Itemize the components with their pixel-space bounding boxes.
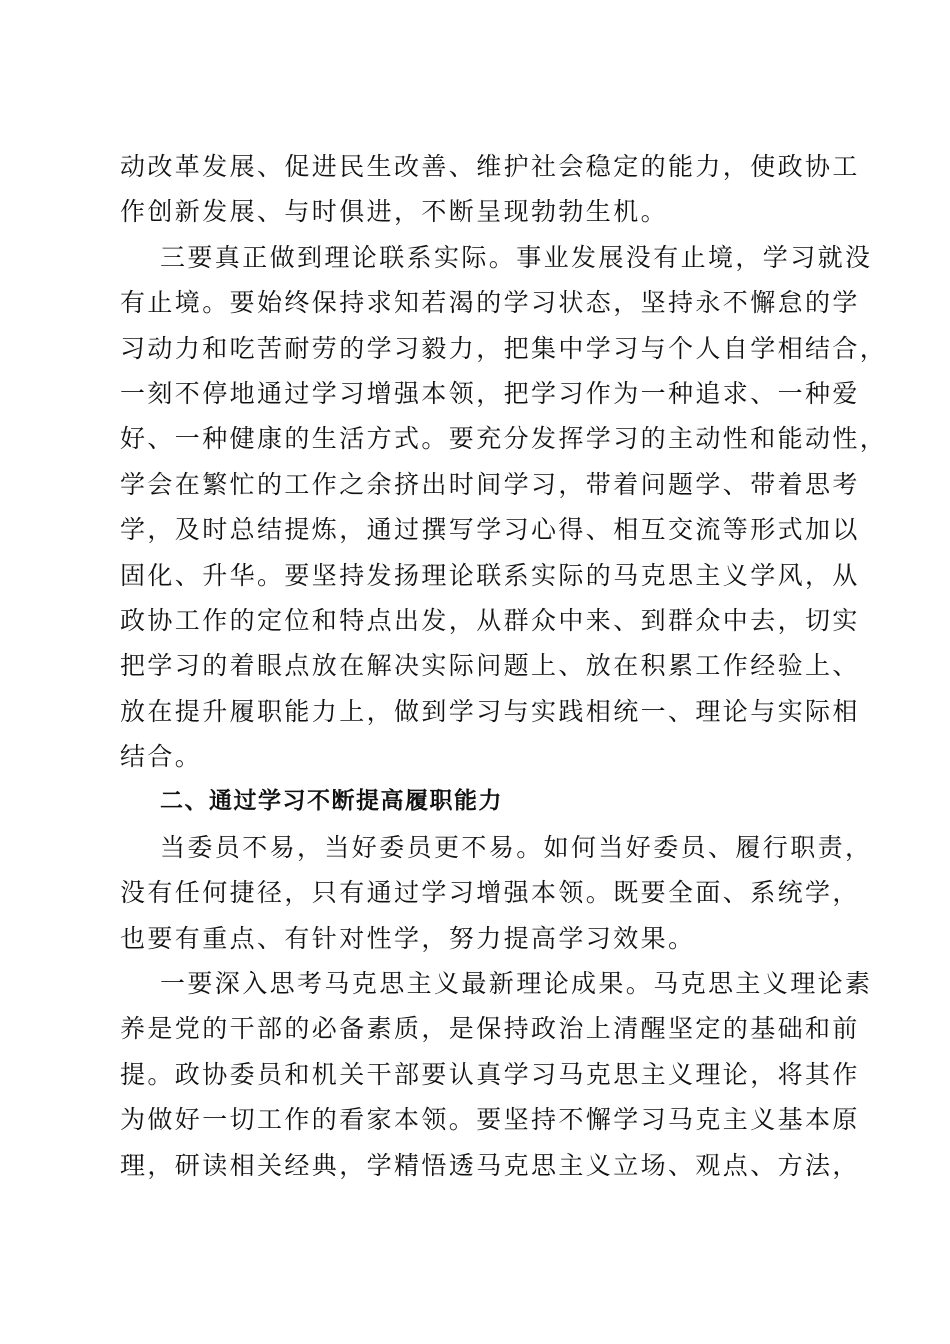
text-line: 也要有重点、有针对性学，努力提高学习效果。 xyxy=(120,923,696,953)
text-line: 为做好一切工作的看家本领。要坚持不懈学习马克主义基本原 xyxy=(120,1105,860,1135)
text-line: 动改革发展、促进民生改善、维护社会稳定的能力，使政协工 xyxy=(120,152,860,181)
text-line: 学会在繁忙的工作之余挤出时间学习，带着问题学、带着思考 xyxy=(120,469,860,499)
text-line: 习动力和吃苦耐劳的学习毅力，把集中学习与个人自学相结合， xyxy=(120,333,888,363)
text-line: 养是党的干部的必备素质，是保持政治上清醒坚定的基础和前 xyxy=(120,1014,860,1044)
text-line: 好、一种健康的生活方式。要充分发挥学习的主动性和能动性， xyxy=(120,424,888,454)
text-line: 放在提升履职能力上，做到学习与实践相统一、理论与实际相 xyxy=(120,696,860,726)
text-line: 把学习的着眼点放在解决实际问题上、放在积累工作经验上、 xyxy=(120,651,860,681)
text-line: 作创新发展、与时俱进，不断呈现勃勃生机。 xyxy=(120,197,669,227)
section-heading: 二、通过学习不断提高履职能力 xyxy=(160,788,503,815)
text-line: 没有任何捷径，只有通过学习增强本领。既要全面、系统学， xyxy=(120,878,860,908)
text-line: 一刻不停地通过学习增强本领，把学习作为一种追求、一种爱 xyxy=(120,378,860,408)
text-line: 理，研读相关经典，学精悟透马克思主义立场、观点、方法， xyxy=(120,1150,860,1180)
text-line: 固化、升华。要坚持发扬理论联系实际的马克思主义学风，从 xyxy=(120,560,860,590)
paragraph-start-line: 当委员不易，当好委员更不易。如何当好委员、履行职责， xyxy=(160,832,873,862)
text-line: 结合。 xyxy=(120,742,203,772)
text-line: 学，及时总结提炼，通过撰写学习心得、相互交流等形式加以 xyxy=(120,515,860,545)
paragraph-start-line: 三要真正做到理论联系实际。事业发展没有止境，学习就没 xyxy=(160,242,873,272)
text-line: 有止境。要始终保持求知若渴的学习状态，坚持永不懈怠的学 xyxy=(120,288,860,318)
body-text xyxy=(120,144,888,1188)
paragraph-start-line: 一要深入思考马克思主义最新理论成果。马克思主义理论素 xyxy=(160,969,873,999)
text-line: 政协工作的定位和特点出发，从群众中来、到群众中去，切实 xyxy=(120,605,860,635)
text-line: 提。政协委员和机关干部要认真学习马克思主义理论，将其作 xyxy=(120,1059,860,1089)
